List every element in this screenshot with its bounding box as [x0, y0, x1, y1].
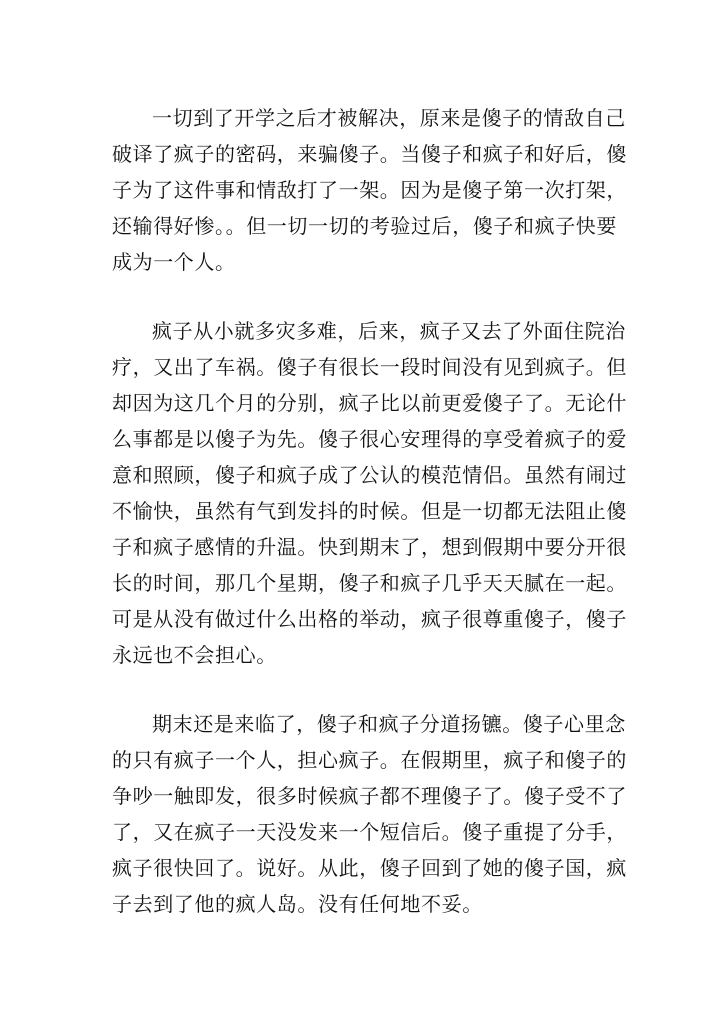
text-line: 破译了疯子的密码，来骗傻子。当傻子和疯子和好后，傻: [112, 142, 627, 166]
text-line: 永远也不会担心。: [112, 643, 277, 667]
paragraph: [112, 706, 627, 922]
text-line: 不愉快，虽然有气到发抖的时候。但是一切都无法阻止傻: [112, 499, 627, 523]
text-line: 了，又在疯子一天没发来一个短信后。傻子重提了分手，: [112, 820, 627, 844]
text-line: 期末还是来临了，傻子和疯子分道扬镳。傻子心里念: [152, 712, 626, 736]
paragraph: [112, 100, 627, 280]
text-line: 还输得好惨。。但一切一切的考验过后，傻子和疯子快要: [112, 214, 617, 238]
paragraph: [112, 313, 627, 673]
text-line: 么事都是以傻子为先。傻子很心安理得的享受着疯子的爱: [112, 427, 627, 451]
text-line: 疯子从小就多灾多难，后来，疯子又去了外面住院治: [152, 319, 626, 343]
text-line: 却因为这几个月的分别，疯子比以前更爱傻子了。无论什: [112, 391, 627, 415]
text-line: 成为一个人。: [112, 250, 236, 274]
text-line: 子和疯子感情的升温。快到期末了，想到假期中要分开很: [112, 535, 627, 559]
text-line: 子去到了他的疯人岛。没有任何地不妥。: [112, 892, 483, 916]
text-line: 子为了这件事和情敌打了一架。因为是傻子第一次打架，: [112, 178, 627, 202]
text-line: 一切到了开学之后才被解决，原来是傻子的情敌自己: [152, 106, 626, 130]
text-line: 疗，又出了车祸。傻子有很长一段时间没有见到疯子。但: [112, 355, 627, 379]
body-text: [112, 100, 627, 922]
text-line: 意和照顾，傻子和疯子成了公认的模范情侣。虽然有闹过: [112, 463, 627, 487]
text-line: 的只有疯子一个人，担心疯子。在假期里，疯子和傻子的: [112, 748, 627, 772]
text-line: 长的时间，那几个星期，傻子和疯子几乎天天腻在一起。: [112, 571, 627, 595]
text-line: 可是从没有做过什么出格的举动，疯子很尊重傻子，傻子: [112, 607, 627, 631]
text-line: 争吵一触即发，很多时候疯子都不理傻子了。傻子受不了: [112, 784, 627, 808]
text-line: 疯子很快回了。说好。从此，傻子回到了她的傻子国，疯: [112, 856, 627, 880]
